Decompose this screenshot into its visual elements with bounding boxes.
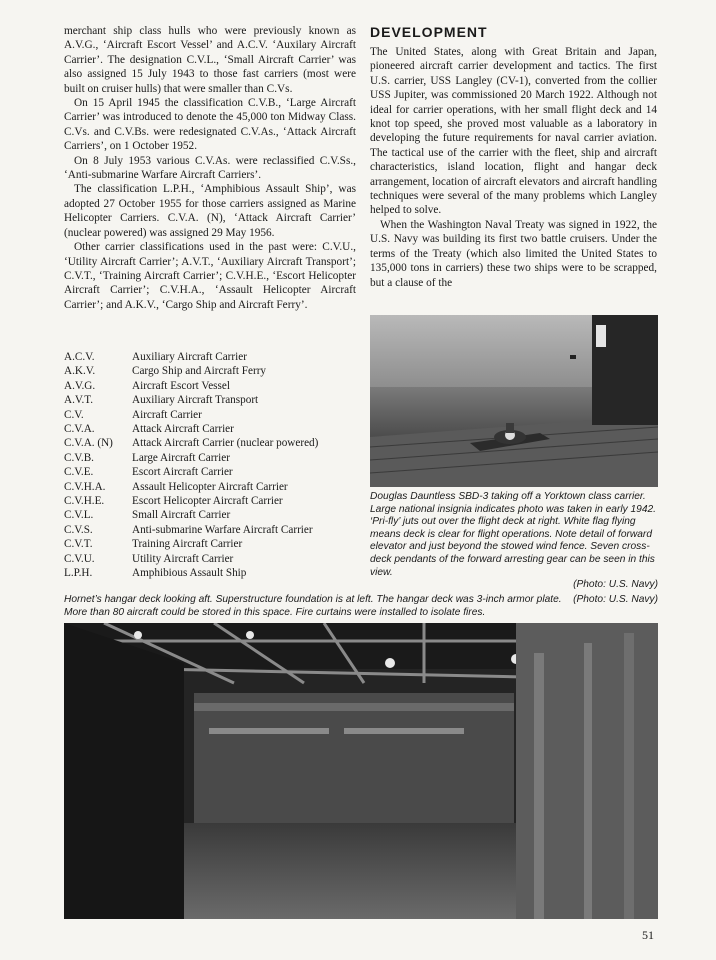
- caption-text: Douglas Dauntless SBD-3 taking off a Yorktown class carrier. Large national insignia indicates photo was taken in early 1942. ‘Pri-fly’ juts out over the flight deck at right. White flag flying means deck is clear for flight operations. Note detail of forward elevator and just beyond the stowed wind fence. Seven cross-deck pendants of the forward arresting gear can be seen in this view.: [370, 491, 657, 578]
- abbreviation-code: C.V.T.: [64, 538, 93, 551]
- hangar-deck-photo: [64, 623, 658, 919]
- abbreviation-row: [64, 523, 364, 537]
- paragraph: The classification L.P.H., ‘Amphibious Assault Ship’, was adopted 27 October 1955 for those carriers assigned as Marine Helicopter Carriers. C.V.A. (N), ‘Attack Aircraft Carrier’ (nuclear powered) was assigned 29 May 1956.: [64, 183, 356, 239]
- abbreviation-code: L.P.H.: [64, 567, 93, 580]
- abbreviation-meaning: Small Aircraft Carrier: [132, 509, 231, 522]
- abbreviation-meaning: Auxiliary Aircraft Carrier: [132, 351, 247, 363]
- abbreviation-table: [64, 350, 364, 581]
- left-column: [64, 24, 356, 312]
- abbreviation-row: [64, 494, 364, 508]
- abbreviation-row: [64, 436, 364, 450]
- paragraph: When the Washington Naval Treaty was signed in 1922, the U.S. Navy was building its first two battle cruisers. Under the terms of the Treaty (which also limited the United States to 135,000 tons in carriers) these two ships were to be scrapped, but a clause of the: [370, 218, 657, 289]
- abbreviation-code: C.V.U.: [64, 552, 95, 565]
- abbreviation-row: [64, 451, 364, 465]
- abbreviation-meaning: Anti-submarine Warfare Aircraft Carrier: [132, 523, 313, 536]
- abbreviation-meaning: Escort Helicopter Aircraft Carrier: [132, 495, 283, 508]
- abbreviation-row: [64, 465, 364, 479]
- abbreviation-code: C.V.E.: [64, 466, 94, 479]
- abbreviation-row: [64, 566, 364, 580]
- abbreviation-row: [64, 508, 364, 522]
- caption-text: Hornet’s hangar deck looking aft. Superstructure foundation is at left. The hangar deck was 3-inch armor plate. More than 80 aircraft could be stored in this space. Fire curtains were installed to isolate fires.: [64, 594, 562, 618]
- abbreviation-row: [64, 408, 364, 422]
- abbreviation-meaning: Assault Helicopter Aircraft Carrier: [132, 480, 288, 493]
- hangar-photo-caption: [64, 594, 658, 619]
- abbreviation-meaning: Large Aircraft Carrier: [132, 451, 230, 464]
- abbreviation-code: C.V.S.: [64, 523, 93, 536]
- abbreviation-code: A.V.T.: [64, 394, 94, 407]
- abbreviation-row: [64, 393, 364, 407]
- carrier-photo-caption: [370, 491, 658, 592]
- photo-credit: (Photo: U.S. Navy): [573, 579, 658, 591]
- paragraph: merchant ship class hulls who were previously known as A.V.G., ‘Aircraft Escort Vessel’ and A.C.V. ‘Auxilary Aircraft Carrier’. The designation C.V.L., ‘Small Aircraft Carrier’ was also assigned 15 July 1943 to those fast carriers (most were built on cruiser hulls) that were smaller than C.Vs.: [64, 25, 356, 95]
- abbreviation-code: C.V.A. (N): [64, 437, 113, 450]
- abbreviation-row: [64, 350, 364, 364]
- hangar-deck-illustration: [64, 623, 658, 919]
- page-number: 51: [642, 928, 654, 942]
- abbreviation-code: A.K.V.: [64, 365, 96, 378]
- abbreviation-row: [64, 552, 364, 566]
- paragraph: Other carrier classifications used in the past were: C.V.U., ‘Utility Aircraft Carrier’; A.V.T., ‘Auxiliary Aircraft Transport’; C.V.T., ‘Training Aircraft Carrier’; C.V.H.E., ‘Escort Helicopter Aircraft Carrier’; C.V.H.A., ‘Assault Helicopter Aircraft Carrier’; and A.K.V., ‘Cargo Ship and Aircraft Ferry’.: [64, 241, 356, 311]
- abbreviation-code: C.V.H.E.: [64, 495, 105, 508]
- paragraph: On 8 July 1953 various C.V.As. were reclassified C.V.Ss., ‘Anti-submarine Warfare Aircraft Carriers’.: [64, 154, 356, 182]
- abbreviation-meaning: Attack Aircraft Carrier (nuclear powered): [132, 437, 319, 450]
- abbreviation-row: [64, 364, 364, 378]
- abbreviation-meaning: Training Aircraft Carrier: [132, 538, 243, 551]
- abbreviation-row: [64, 379, 364, 393]
- abbreviation-code: A.V.G.: [64, 379, 96, 392]
- abbreviation-meaning: Attack Aircraft Carrier: [132, 423, 234, 436]
- abbreviation-meaning: Escort Aircraft Carrier: [132, 466, 233, 479]
- abbreviation-row: [64, 537, 364, 551]
- abbreviation-meaning: Aircraft Carrier: [132, 408, 202, 421]
- paragraph: The United States, along with Great Britain and Japan, pioneered aircraft carrier development and tactics. The first U.S. carrier, USS Langley (CV-1), converted from the collier USS Jupiter, was commissioned 20 March 1922. Although not ideal for carrier operations, with her small flight deck and 14 knot top speed, she proved most valuable as a laboratory in developing the future requirements for naval carrier aviation. The tactical use of the carrier with the fleet, ship and aircraft characteristics, island location, flight and hangar deck arrangement, location of aircraft elevators and aircraft handling techniques were several of the many problems which Langley helped to solve.: [370, 46, 657, 217]
- abbreviation-meaning: Aircraft Escort Vessel: [132, 379, 230, 392]
- abbreviation-meaning: Auxiliary Aircraft Transport: [132, 394, 259, 407]
- abbreviation-code: C.V.A.: [64, 423, 95, 436]
- abbreviation-meaning: Utility Aircraft Carrier: [132, 552, 234, 565]
- abbreviation-meaning: Amphibious Assault Ship: [132, 567, 247, 580]
- abbreviation-row: [64, 480, 364, 494]
- abbreviation-code: C.V.: [64, 408, 84, 421]
- abbreviation-code: C.V.H.A.: [64, 480, 106, 493]
- abbreviation-code: C.V.B.: [64, 451, 94, 464]
- abbreviation-code: C.V.L.: [64, 509, 94, 522]
- carrier-deck-illustration: [370, 315, 658, 487]
- section-heading: DEVELOPMENT: [370, 24, 488, 40]
- right-column: [370, 24, 657, 290]
- photo-credit: (Photo: U.S. Navy): [573, 594, 658, 605]
- carrier-deck-photo: [370, 315, 658, 487]
- abbreviation-code: A.C.V.: [64, 351, 95, 363]
- paragraph: On 15 April 1945 the classification C.V.B., ‘Large Aircraft Carrier’ was introduced to denote the 45,000 ton Midway Class. C.Vs. and C.V.Bs. were redesignated C.V.As., ‘Attack Aircraft Carriers’, on 1 October 1952.: [64, 97, 356, 153]
- abbreviation-meaning: Cargo Ship and Aircraft Ferry: [132, 365, 267, 378]
- abbreviation-row: [64, 422, 364, 436]
